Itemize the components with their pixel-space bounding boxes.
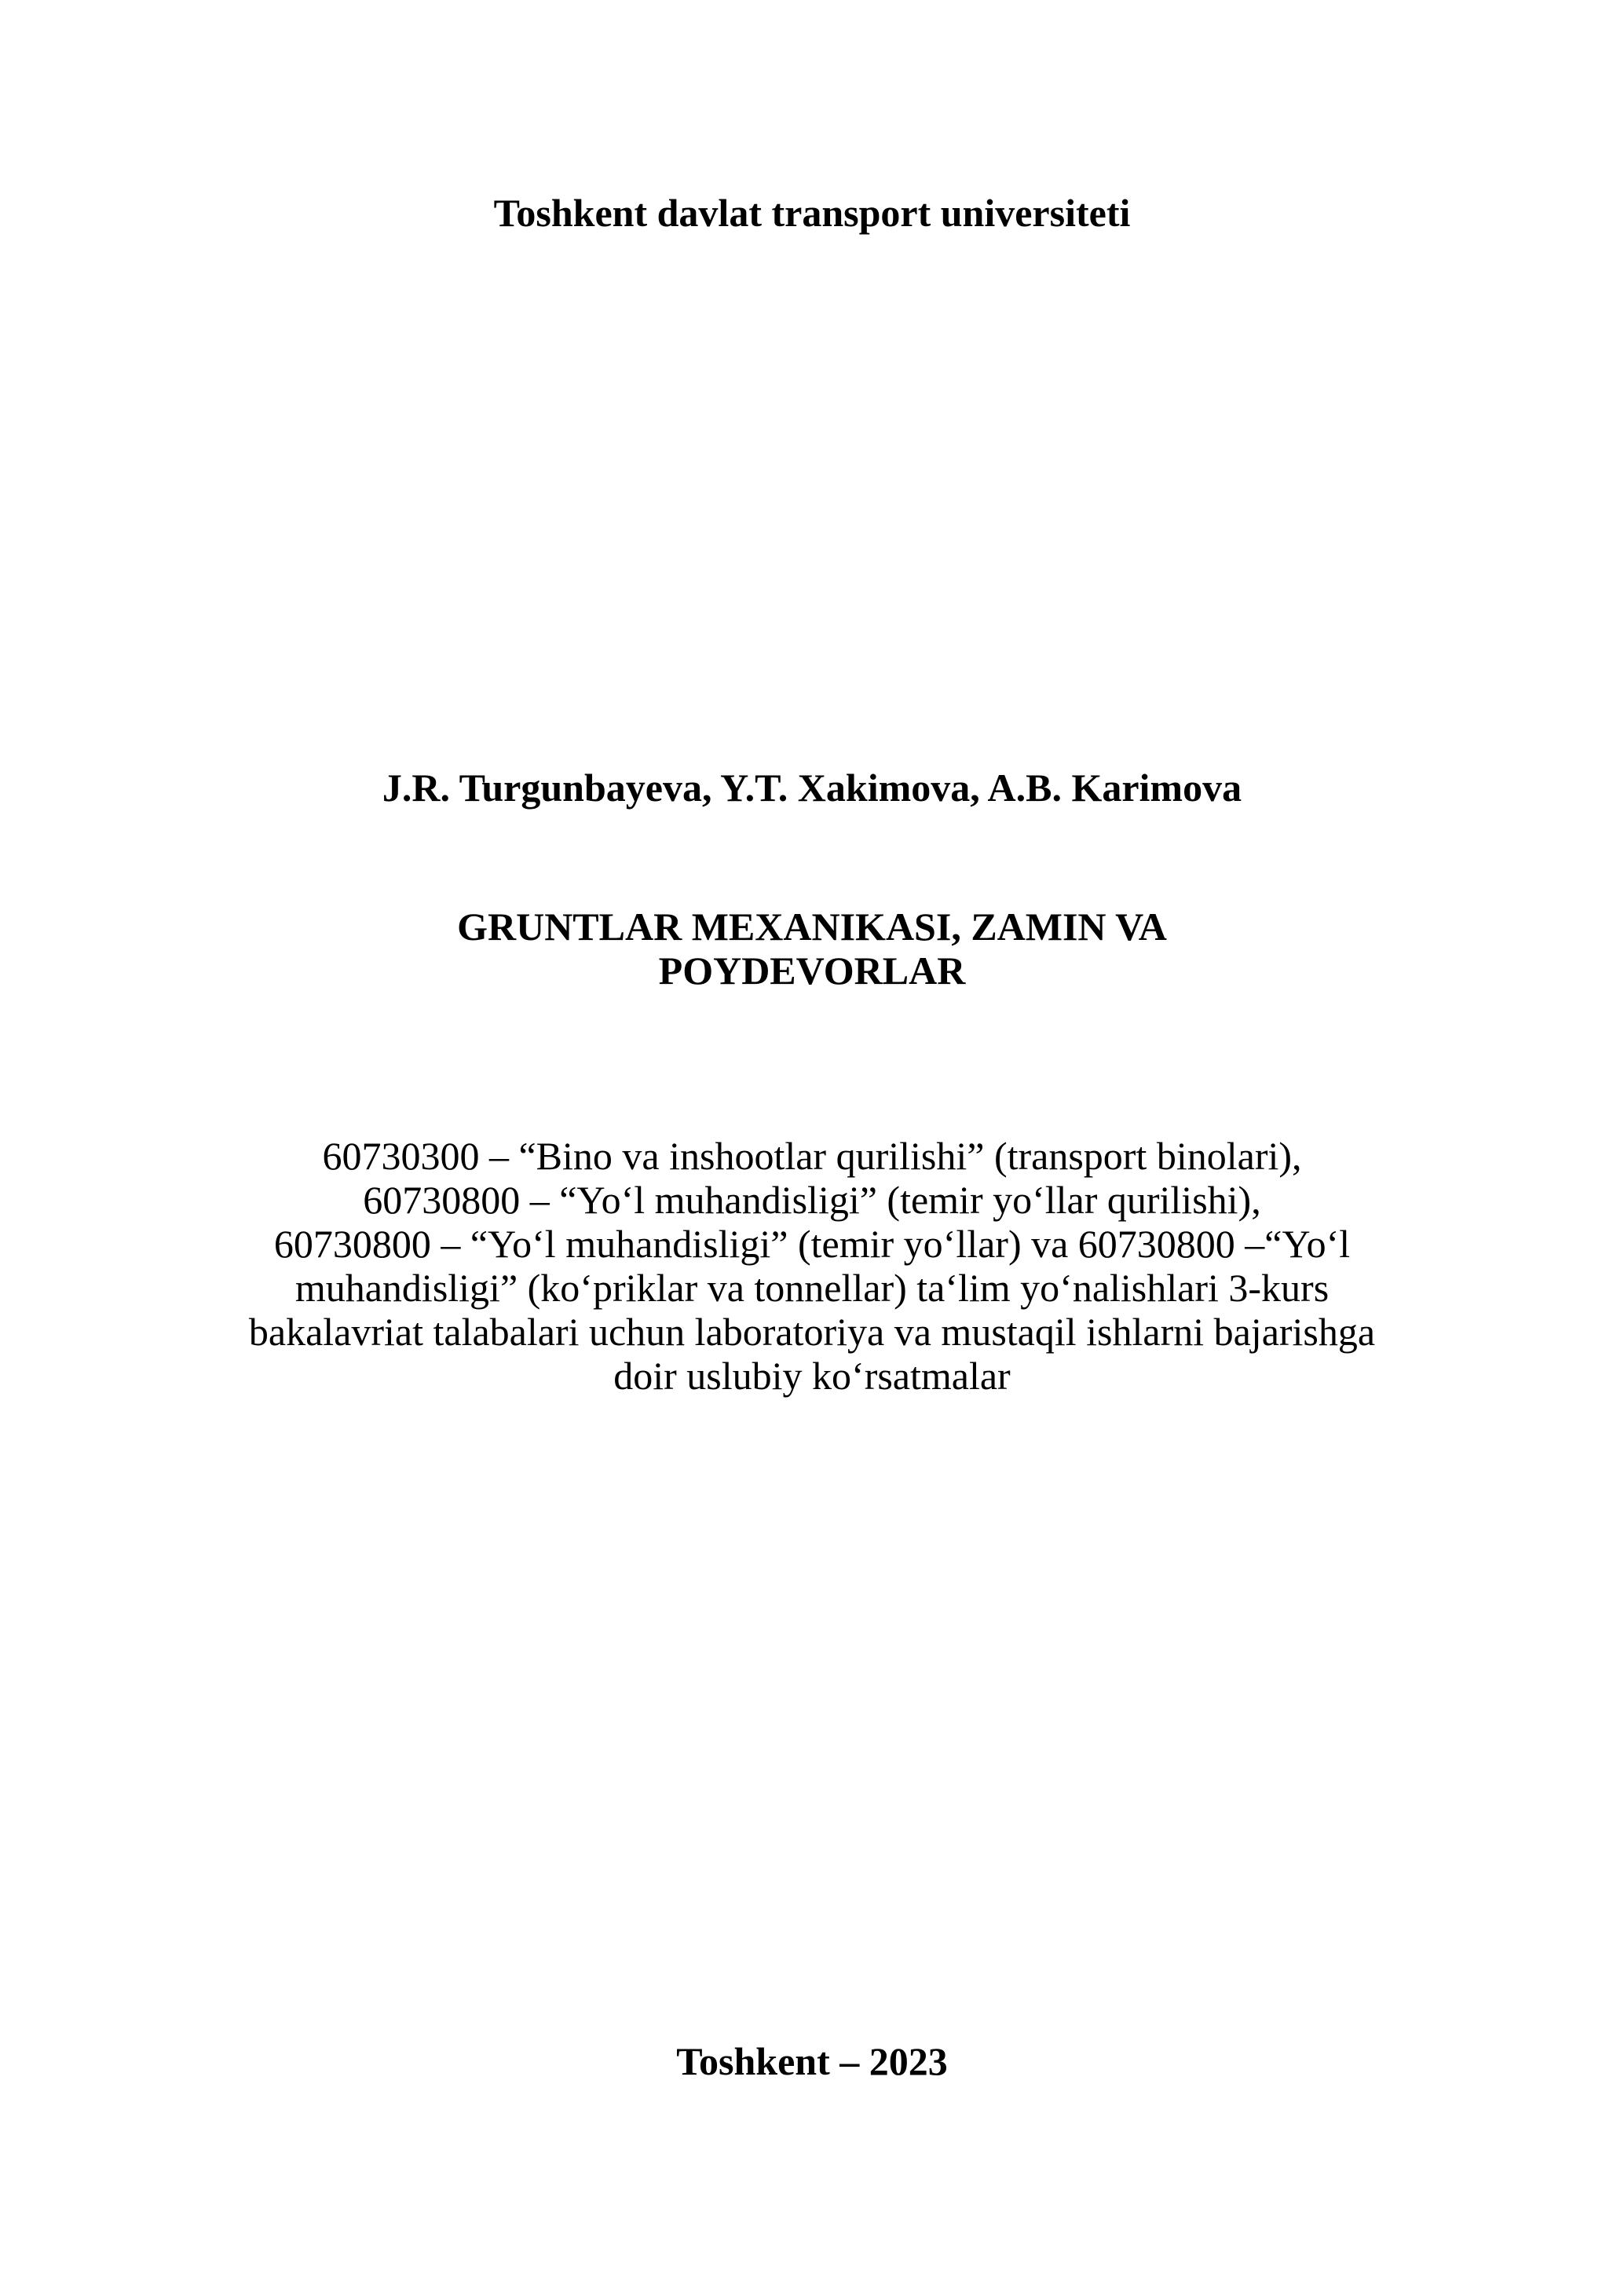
place-and-year: Toshkent – 2023	[676, 2039, 948, 2083]
description-line: doir uslubiy ko‘rsatmalar	[613, 1354, 1011, 1398]
title-line-2: POYDEVORLAR	[658, 949, 966, 993]
university-name: Toshkent davlat transport universiteti	[493, 191, 1131, 235]
description-line: bakalavriat talabalari uchun laboratoriya va mustaqil ishlarni bajarishga	[248, 1310, 1376, 1354]
description-line: 60730800 – “Yo‘l muhandisligi” (temir yo‘llar) va 60730800 –“Yo‘l	[273, 1222, 1351, 1266]
document-description	[0, 1134, 1624, 1398]
document-title	[0, 905, 1624, 993]
description-line: muhandisligi” (ko‘priklar va tonnellar) ta‘lim yo‘nalishlari 3-kurs	[294, 1266, 1330, 1310]
description-line: 60730800 – “Yo‘l muhandisligi” (temir yo‘llar qurilishi),	[363, 1178, 1261, 1222]
authors: J.R. Turgunbayeva, Y.T. Xakimova, A.B. Karimova	[382, 766, 1242, 810]
description-line: 60730300 – “Bino va inshootlar qurilishi” (transport binolari),	[322, 1134, 1302, 1178]
title-line-1: GRUNTLAR MEXANIKASI, ZAMIN VA	[457, 905, 1167, 949]
